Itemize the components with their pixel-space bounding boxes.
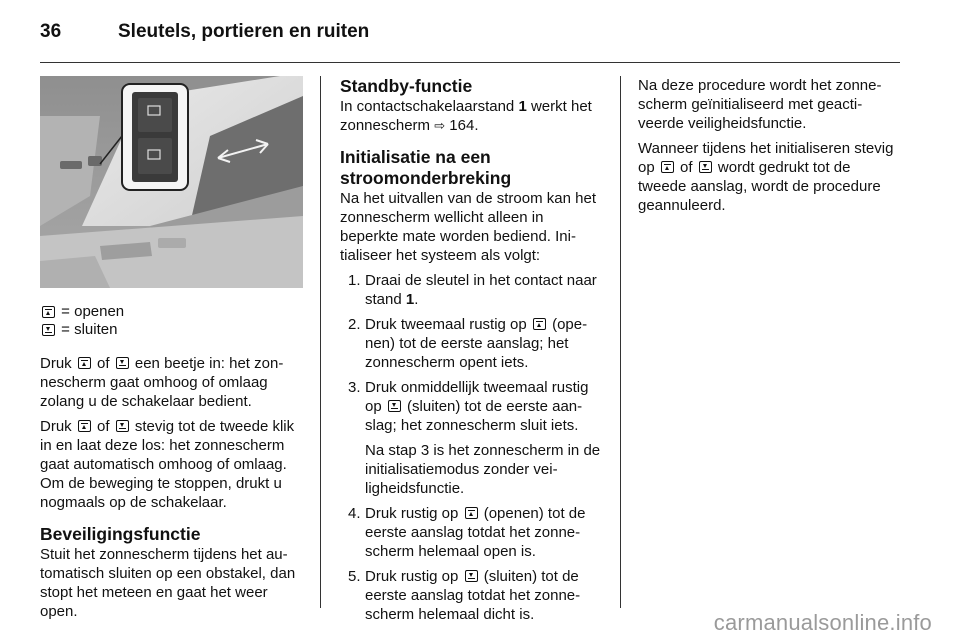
page-number: 36 [40, 21, 62, 42]
sunroof-close-switch-icon [465, 570, 478, 582]
key-position: 1 [518, 98, 527, 115]
page-title: Sleutels, portieren en ruiten [118, 21, 370, 42]
text-segment: of [97, 418, 110, 435]
step-number: 1. [348, 272, 361, 289]
text-segment: stevig tot de tweede klik in en laat deze los: het zonnescherm gaat automatisch omhoog of omlaag. Om de beweging te stoppen, drukt u nogmaals op de schakelaar. [40, 418, 295, 511]
text-segment: (sluiten) tot de eerste aanslag; het zonnescherm sluit iets. [365, 398, 583, 434]
list-item [348, 378, 604, 498]
security-text: Stuit het zonnescherm tijdens het automatisch sluiten op een obstakel, dan stopt het meteen en gaat het weer open. [40, 546, 296, 620]
text-segment: Draai de sleutel in het contact naar stand [365, 272, 597, 308]
switch-legend [40, 303, 303, 339]
sunroof-close-switch-icon [42, 324, 55, 336]
text-segment: of [680, 159, 693, 176]
text-segment: wordt gedrukt tot de tweede aanslag, wordt de procedure geannuleerd. [638, 159, 881, 214]
manual-operation-paragraph [40, 354, 303, 411]
column-2 [340, 76, 604, 630]
step-number: 4. [348, 505, 361, 522]
step-note: Na stap 3 is het zonnescherm in de initialisatiemodus zonder veiligheidsfunctie. [365, 442, 601, 497]
sunroof-close-switch-icon [699, 161, 712, 173]
text-segment: Druk rustig op [365, 568, 459, 585]
text-segment: . [414, 291, 419, 308]
step-text [365, 504, 604, 561]
initialisation-heading: Initialisatie na een stroomonderbreking [340, 147, 512, 188]
text-segment: Druk rustig op [365, 505, 459, 522]
page-reference: 164. [449, 117, 479, 134]
page-header [40, 14, 900, 50]
text-segment: werkt het zonnescherm [340, 98, 592, 134]
procedure-result-paragraph: Na deze procedure wordt het zonnescherm geïnitialiseerd met geactiveerde veiligheidsfunctie. [638, 77, 882, 132]
step-text [365, 271, 604, 309]
legend-open [40, 303, 303, 321]
text-segment: Druk [40, 355, 72, 372]
page-reference-arrow-icon: ⇨ [434, 118, 446, 133]
automatic-operation-paragraph [40, 417, 303, 512]
text-segment: (openen) tot de eerste aanslag totdat het zonnescherm helemaal open is. [365, 505, 586, 560]
sunroof-close-switch-icon [388, 400, 401, 412]
standby-heading: Standby-functie [340, 76, 473, 96]
watermark: carmanualsonline.info [713, 610, 932, 635]
step-number: 5. [348, 568, 361, 585]
step-text [365, 315, 604, 372]
legend-close-label: = sluiten [61, 321, 118, 338]
text-segment: of [97, 355, 110, 372]
column-divider-2 [620, 76, 621, 608]
sunroof-close-switch-icon [116, 420, 129, 432]
header-divider [40, 62, 900, 63]
list-item [348, 504, 604, 561]
step-number: 2. [348, 316, 361, 333]
list-item [348, 315, 604, 372]
list-item [348, 567, 604, 624]
initialisation-intro: Na het uitvallen van de stroom kan het zonnescherm wellicht alleen in beperkte mate worden bediend. Initialiseer het systeem als volgt: [340, 190, 596, 264]
text-segment: Wanneer tijdens het initialiseren stevig op [638, 140, 894, 176]
column-divider-1 [320, 76, 321, 608]
sunroof-close-switch-icon [116, 357, 129, 369]
standby-text [340, 97, 604, 135]
text-segment: (sluiten) tot de eerste aanslag totdat het zonnescherm helemaal dicht is. [365, 568, 581, 623]
procedure-cancel-paragraph [638, 139, 900, 215]
sunroof-open-switch-icon [42, 306, 55, 318]
sunroof-open-switch-icon [533, 318, 546, 330]
legend-close [40, 321, 303, 339]
sunroof-switch-illustration [40, 76, 303, 288]
column-3 [638, 76, 900, 221]
list-item [348, 271, 604, 309]
step-text [365, 567, 604, 624]
step-text [365, 378, 604, 498]
legend-open-label: = openen [61, 303, 125, 320]
text-segment: een beetje in: het zonnescherm gaat omhoog of omlaag zolang u de schakelaar bedient. [40, 355, 284, 410]
sunroof-open-switch-icon [661, 161, 674, 173]
text-segment: In contactschakelaarstand [340, 98, 515, 115]
text-segment: (openen) tot de eerste aanslag; het zonnescherm opent iets. [365, 316, 588, 371]
sunroof-open-switch-icon [78, 357, 91, 369]
sunroof-open-switch-icon [78, 420, 91, 432]
initialisation-steps [348, 271, 604, 624]
text-segment: Druk onmiddellijk tweemaal rustig op [365, 379, 589, 415]
column-1 [40, 76, 303, 627]
text-segment: Druk [40, 418, 72, 435]
sunroof-open-switch-icon [465, 507, 478, 519]
text-segment: Druk tweemaal rustig op [365, 316, 527, 333]
key-position: 1 [405, 291, 415, 308]
security-heading: Beveiligingsfunctie [40, 524, 201, 544]
step-number: 3. [348, 379, 361, 396]
